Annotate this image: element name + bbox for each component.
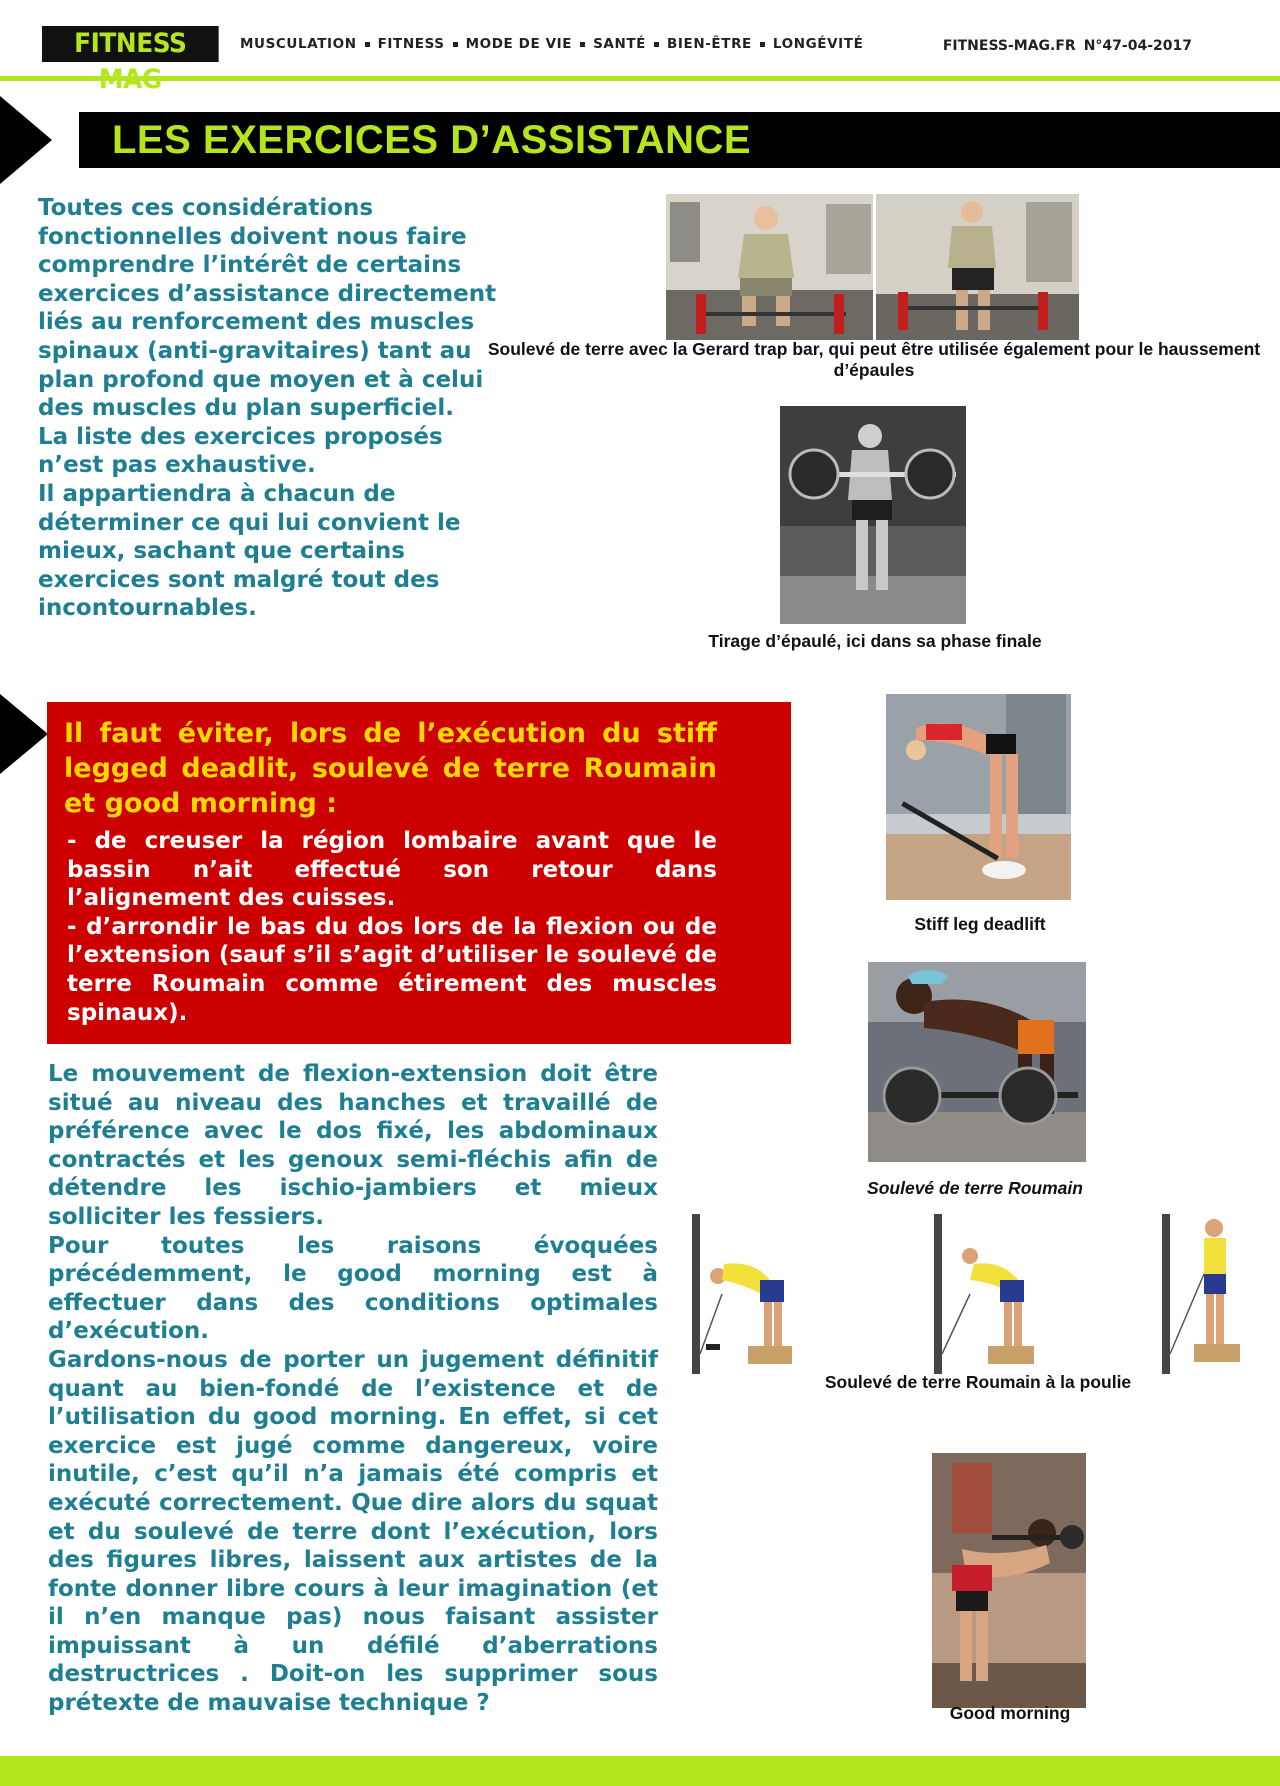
pulley-rdl-photo-1	[688, 1214, 798, 1374]
nav-separator	[365, 42, 370, 47]
footer-rule	[0, 1756, 1280, 1786]
section-nav	[240, 36, 863, 52]
warning-heading: Il faut éviter, lors de l’exécution du stiff legged deadlit, soulevé de terre Roumain et good morning :	[64, 718, 717, 819]
caption-trap-bar: Soulevé de terre avec la Gerard trap bar, qui peut être utilisée également pour le haussement d’épaules	[487, 339, 1261, 380]
body-paragraph: Le mouvement de flexion-extension doit être situé au niveau des hanches et travaillé de préférence avec le dos fixé, les abdominaux contractés et les genoux semi-fléchis afin de détendre les ischio-jambiers et mieux solliciter les fessiers.	[48, 1061, 658, 1230]
trap-bar-deadlift-photo-end	[876, 194, 1079, 340]
body-paragraph: Gardons-nous de porter un jugement définitif quant au bien-fondé de l’existence et de l’utilisation du good morning. En effet, si cet exercice est jugé comme dangereux, voire inutile, c’est qu’il n’a jamais été compris et exécuté correctement. Que dire alors du squat et du soulevé de terre dont l’exécution, lors des figures libres, laissent aux artistes de la fonte donner libre cours à leur imagination (et il n’en manque pas) nous faisant assister impuissant à un défilé d’aberrations destructrices . Doit-on les supprimer sous prétexte de mauvaise technique ?	[48, 1346, 658, 1717]
nav-item-bien-etre: BIEN-ÊTRE	[646, 36, 752, 52]
intro-paragraph: La liste des exercices proposés n’est pas exhaustive.	[38, 423, 443, 479]
nav-item-mode-de-vie: MODE DE VIE	[445, 36, 572, 52]
pulley-rdl-photo-2	[930, 1214, 1045, 1374]
page-title: LES EXERCICES D’ASSISTANCE	[79, 112, 1280, 168]
good-morning-photo	[932, 1453, 1086, 1708]
warning-list	[64, 827, 717, 1027]
caption-power-clean: Tirage d’épaulé, ici dans sa phase finale	[708, 631, 1042, 651]
header-rule	[0, 76, 1280, 81]
warning-item: - d’arrondir le bas du dos lors de la flexion ou de l’extension (sauf s’il s’agit d’utiliser le soulevé de terre Roumain comme étirement des muscles spinaux).	[67, 913, 717, 1026]
nav-separator	[453, 42, 458, 47]
trap-bar-deadlift-photo-start	[666, 194, 873, 340]
caption-good-morning: Good morning	[949, 1703, 1071, 1723]
warning-box	[47, 702, 791, 1044]
caption-romanian-deadlift: Soulevé de terre Roumain	[867, 1178, 1083, 1198]
power-clean-photo	[780, 406, 966, 624]
section-arrow-icon	[0, 694, 48, 774]
nav-separator	[654, 42, 659, 47]
issue-info	[943, 38, 1192, 54]
nav-separator	[760, 42, 765, 47]
magazine-logo: FITNESS	[42, 26, 219, 62]
intro-paragraph: Toutes ces considérations fonctionnelles doivent nous faire comprendre l’intérêt de certains exercices d’assistance directement liés au renforcement des muscles spinaux (anti-gravitaires) tant au plan profond que moyen et à celui des muscles du plan superficiel.	[38, 195, 497, 422]
site-name: FITNESS-MAG.FR	[942, 38, 1076, 54]
nav-separator	[580, 42, 585, 47]
warning-item: - de creuser la région lombaire avant que le bassin n’ait effectué son retour dans l’alignement des cuisses.	[67, 828, 717, 912]
caption-pulley-rdl: Soulevé de terre Roumain à la poulie	[824, 1372, 1132, 1392]
body-text	[48, 1060, 658, 1718]
romanian-deadlift-photo	[868, 962, 1086, 1162]
issue-number: N°47-04-2017	[1083, 38, 1192, 54]
section-arrow-icon	[0, 96, 52, 184]
intro-paragraph: Il appartiendra à chacun de déterminer ce qui lui convient le mieux, sachant que certains exercices sont malgré tout des incontournables.	[38, 480, 461, 622]
nav-item-musculation: MUSCULATION	[240, 36, 357, 52]
nav-item-sante: SANTÉ	[572, 36, 646, 52]
caption-stiff-leg: Stiff leg deadlift	[914, 914, 1046, 934]
body-paragraph: Pour toutes les raisons évoquées précédemment, le good morning est à effectuer dans des conditions optimales d’exécution.	[48, 1232, 658, 1345]
pulley-rdl-photo-3	[1158, 1214, 1252, 1374]
intro-text	[38, 194, 503, 623]
nav-item-longevite: LONGÉVITÉ	[752, 36, 864, 52]
stiff-leg-deadlift-photo	[886, 694, 1071, 900]
nav-item-fitness: FITNESS	[357, 36, 445, 52]
